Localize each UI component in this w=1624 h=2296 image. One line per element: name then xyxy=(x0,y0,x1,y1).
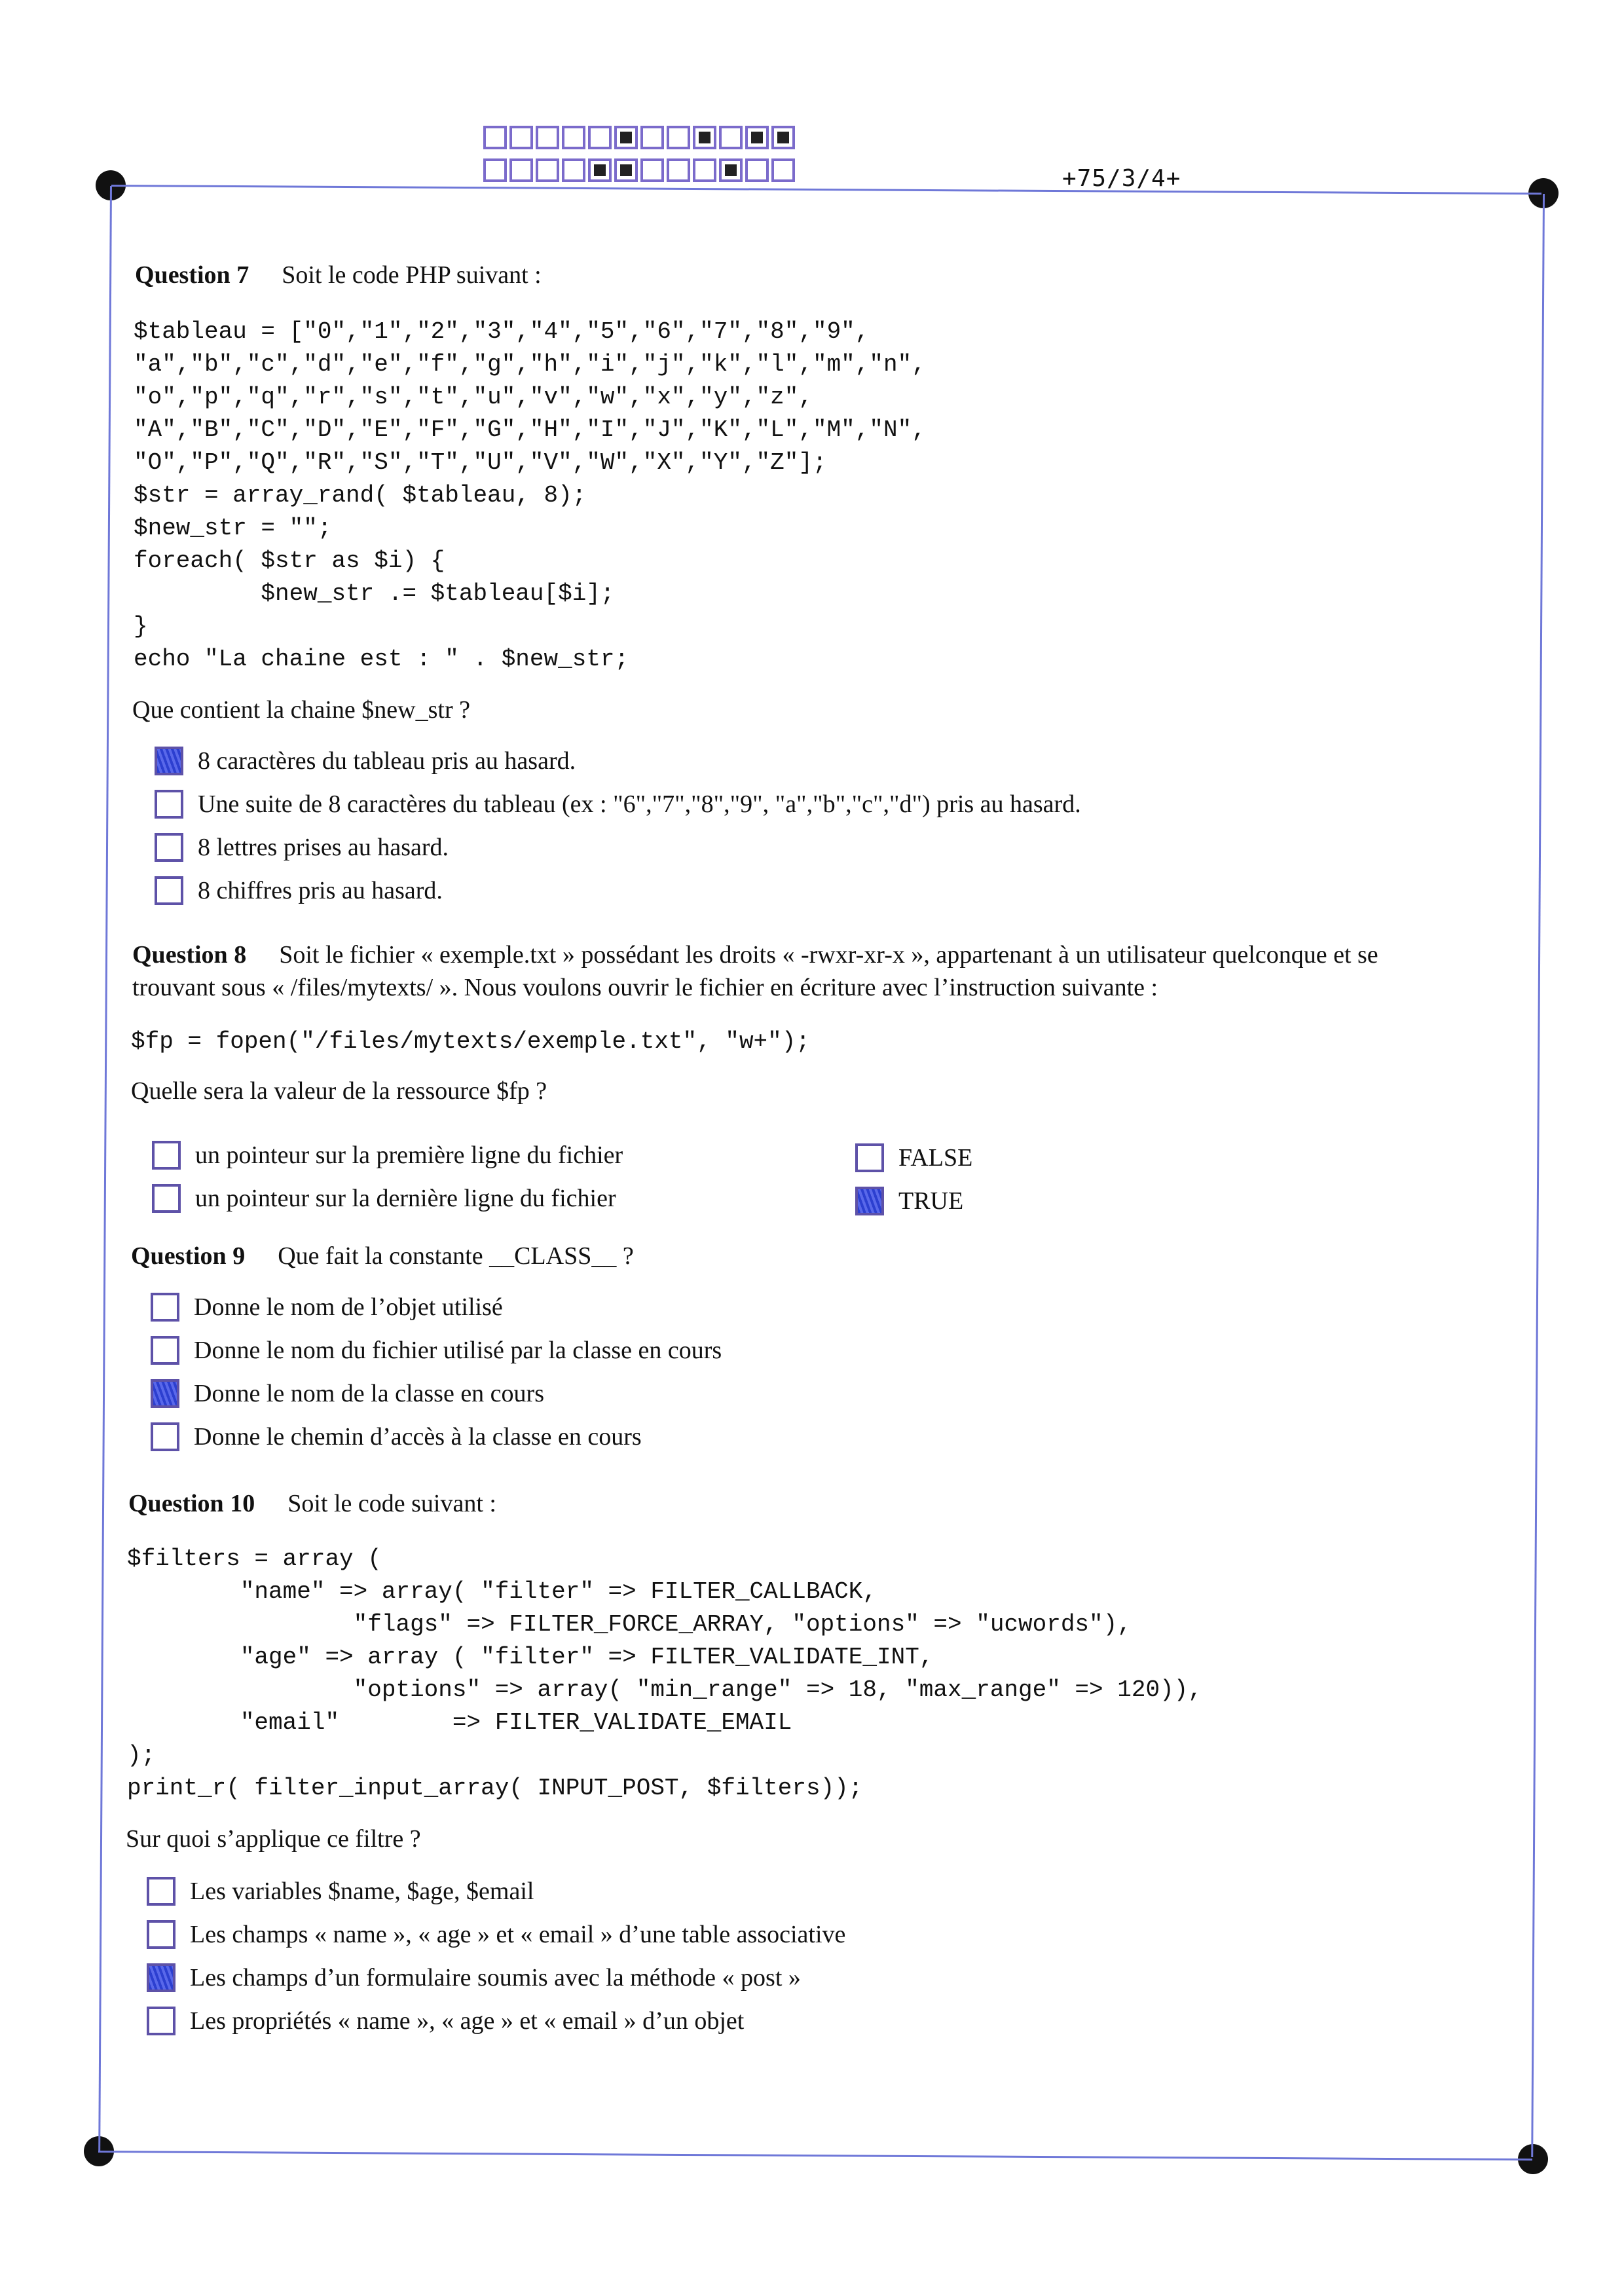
code-cell xyxy=(719,158,743,182)
binary-code-row-2 xyxy=(483,158,798,182)
code-cell xyxy=(667,158,690,182)
q8-answer-3-label: FALSE xyxy=(898,1144,973,1172)
question-10-header xyxy=(128,1489,496,1518)
q10-checkbox-4[interactable] xyxy=(147,2007,175,2035)
code-line: $new_str = ""; xyxy=(134,515,332,542)
q9-answer-1-label: Donne le nom de l’objet utilisé xyxy=(194,1293,503,1321)
code-line: foreach( $str as $i) { xyxy=(134,547,445,574)
q10-checkbox-1[interactable] xyxy=(147,1877,175,1906)
question-7-prompt: Que contient la chaine $new_str ? xyxy=(132,696,470,724)
q8-checkbox-2[interactable] xyxy=(152,1184,181,1213)
question-10-prompt: Sur quoi s’applique ce filtre ? xyxy=(126,1825,421,1853)
q9-answer-1[interactable] xyxy=(151,1293,503,1322)
code-line: "a","b","c","d","e","f","g","h","i","j","k","l","m","n", xyxy=(134,351,926,378)
q7-answer-3[interactable] xyxy=(155,833,449,862)
question-7-text: Soit le code PHP suivant : xyxy=(282,261,542,289)
question-7-title: Question 7 xyxy=(135,261,249,289)
code-line: "email" => FILTER_VALIDATE_EMAIL xyxy=(127,1709,792,1736)
frame-top xyxy=(111,185,1541,194)
q7-answer-2[interactable] xyxy=(155,790,1081,819)
q8-answer-2-label: un pointeur sur la dernière ligne du fichier xyxy=(195,1185,616,1212)
q7-answer-1-label: 8 caractères du tableau pris au hasard. xyxy=(198,747,576,775)
binary-code-row-1 xyxy=(483,126,798,149)
code-cell xyxy=(536,126,559,149)
code-cell xyxy=(509,126,533,149)
code-cell xyxy=(693,158,716,182)
question-10-title: Question 10 xyxy=(128,1490,255,1517)
code-cell xyxy=(745,158,769,182)
q9-checkbox-2[interactable] xyxy=(151,1336,179,1365)
q9-answer-3[interactable] xyxy=(151,1379,544,1408)
code-line: } xyxy=(134,613,148,640)
code-cell xyxy=(483,126,507,149)
q8-checkbox-3[interactable] xyxy=(855,1143,884,1172)
code-cell xyxy=(640,158,664,182)
question-9-text: Que fait la constante __CLASS__ ? xyxy=(278,1242,634,1270)
q9-answer-3-label: Donne le nom de la classe en cours xyxy=(194,1380,544,1407)
code-cell xyxy=(667,126,690,149)
code-line: $filters = array ( xyxy=(127,1546,382,1572)
q7-checkbox-3[interactable] xyxy=(155,833,183,862)
q10-checkbox-2[interactable] xyxy=(147,1920,175,1949)
q8-checkbox-4[interactable] xyxy=(855,1187,884,1215)
code-cell xyxy=(614,158,638,182)
code-line: "o","p","q","r","s","t","u","v","w","x","y","z", xyxy=(134,384,813,411)
question-8-title: Question 8 xyxy=(132,941,247,969)
code-cell xyxy=(588,126,612,149)
q10-answer-4[interactable] xyxy=(147,2007,744,2035)
q8-checkbox-1[interactable] xyxy=(152,1141,181,1170)
q9-answer-2-label: Donne le nom du fichier utilisé par la classe en cours xyxy=(194,1337,722,1364)
code-cell xyxy=(562,158,585,182)
q10-answer-3-label: Les champs d’un formulaire soumis avec la méthode « post » xyxy=(190,1964,801,1991)
question-8-text-line-1: Soit le fichier « exemple.txt » possédant les droits « -rwxr-xr-x », appartenant à un utilisateur quelconque et se xyxy=(279,941,1378,969)
code-cell xyxy=(536,158,559,182)
q8-answer-2[interactable] xyxy=(152,1184,616,1213)
code-line: "O","P","Q","R","S","T","U","V","W","X","Y","Z"]; xyxy=(134,449,827,476)
question-9-header xyxy=(131,1242,634,1270)
code-cell xyxy=(693,126,716,149)
code-cell xyxy=(509,158,533,182)
code-line: $tableau = ["0","1","2","3","4","5","6","7","8","9", xyxy=(134,318,870,345)
code-cell xyxy=(745,126,769,149)
q10-answer-2-label: Les champs « name », « age » et « email » d’une table associative xyxy=(190,1921,846,1948)
code-line: "name" => array( "filter" => FILTER_CALLBACK, xyxy=(127,1578,877,1605)
code-cell xyxy=(562,126,585,149)
code-line: "options" => array( "min_range" => 18, "max_range" => 120)), xyxy=(127,1676,1202,1703)
question-8-prompt: Quelle sera la valeur de la ressource $fp ? xyxy=(131,1077,547,1105)
question-10-code xyxy=(127,1543,1202,1805)
q9-answer-4[interactable] xyxy=(151,1422,642,1451)
code-line: $new_str .= $tableau[$i]; xyxy=(134,580,615,607)
q10-answer-1[interactable] xyxy=(147,1877,534,1906)
q9-checkbox-3[interactable] xyxy=(151,1379,179,1408)
code-cell xyxy=(771,126,795,149)
code-line: "A","B","C","D","E","F","G","H","I","J","K","L","M","N", xyxy=(134,417,926,443)
question-9-title: Question 9 xyxy=(131,1242,246,1270)
code-cell xyxy=(614,126,638,149)
q8-answer-3[interactable] xyxy=(855,1143,972,1172)
q9-answer-4-label: Donne le chemin d’accès à la classe en cours xyxy=(194,1423,642,1451)
question-10-text: Soit le code suivant : xyxy=(287,1490,496,1517)
q8-answer-4[interactable] xyxy=(855,1187,963,1215)
q7-answer-2-label: Une suite de 8 caractères du tableau (ex : "6","7","8","9", "a","b","c","d") pris au hasard. xyxy=(198,790,1081,818)
code-cell xyxy=(719,126,743,149)
code-cell xyxy=(588,158,612,182)
code-cell xyxy=(771,158,795,182)
code-line: $str = array_rand( $tableau, 8); xyxy=(134,482,587,509)
question-7-header xyxy=(135,261,542,289)
q9-checkbox-1[interactable] xyxy=(151,1293,179,1322)
frame-right xyxy=(1531,194,1545,2157)
frame-left xyxy=(98,186,112,2152)
q9-answer-2[interactable] xyxy=(151,1336,722,1365)
q9-checkbox-4[interactable] xyxy=(151,1422,179,1451)
q10-answer-4-label: Les propriétés « name », « age » et « email » d’un objet xyxy=(190,2007,745,2035)
q10-answer-1-label: Les variables $name, $age, $email xyxy=(190,1878,534,1905)
q8-answer-4-label: TRUE xyxy=(898,1187,964,1215)
code-line: echo "La chaine est : " . $new_str; xyxy=(134,646,629,673)
code-line: print_r( filter_input_array( INPUT_POST, $filters)); xyxy=(127,1775,863,1802)
page-id: +75/3/4+ xyxy=(1062,165,1181,192)
question-7-code xyxy=(134,316,926,676)
q8-answer-1-label: un pointeur sur la première ligne du fichier xyxy=(195,1141,623,1169)
q7-checkbox-4[interactable] xyxy=(155,876,183,905)
code-cell xyxy=(640,126,664,149)
code-line: "age" => array ( "filter" => FILTER_VALIDATE_INT, xyxy=(127,1644,934,1671)
q7-answer-4-label: 8 chiffres pris au hasard. xyxy=(198,877,443,904)
q7-answer-3-label: 8 lettres prises au hasard. xyxy=(198,834,449,861)
code-line: "flags" => FILTER_FORCE_ARRAY, "options" => "ucwords"), xyxy=(127,1611,1132,1638)
q8-answer-1[interactable] xyxy=(152,1141,623,1170)
q7-answer-1[interactable] xyxy=(155,747,576,775)
code-line: ); xyxy=(127,1742,156,1769)
q10-answer-2[interactable] xyxy=(147,1920,845,1949)
frame-bottom xyxy=(98,2151,1532,2160)
q7-checkbox-1[interactable] xyxy=(155,747,183,775)
q10-answer-3[interactable] xyxy=(147,1963,801,1992)
code-cell xyxy=(483,158,507,182)
q7-checkbox-2[interactable] xyxy=(155,790,183,819)
q7-answer-4[interactable] xyxy=(155,876,443,905)
question-8-text-line-2: trouvant sous « /files/mytexts/ ». Nous voulons ouvrir le fichier en écriture avec l’instruction suivante : xyxy=(132,974,1158,1001)
question-8-header xyxy=(132,940,1378,969)
question-8-code: $fp = fopen("/files/mytexts/exemple.txt", "w+"); xyxy=(131,1028,810,1055)
q10-checkbox-3[interactable] xyxy=(147,1963,175,1992)
